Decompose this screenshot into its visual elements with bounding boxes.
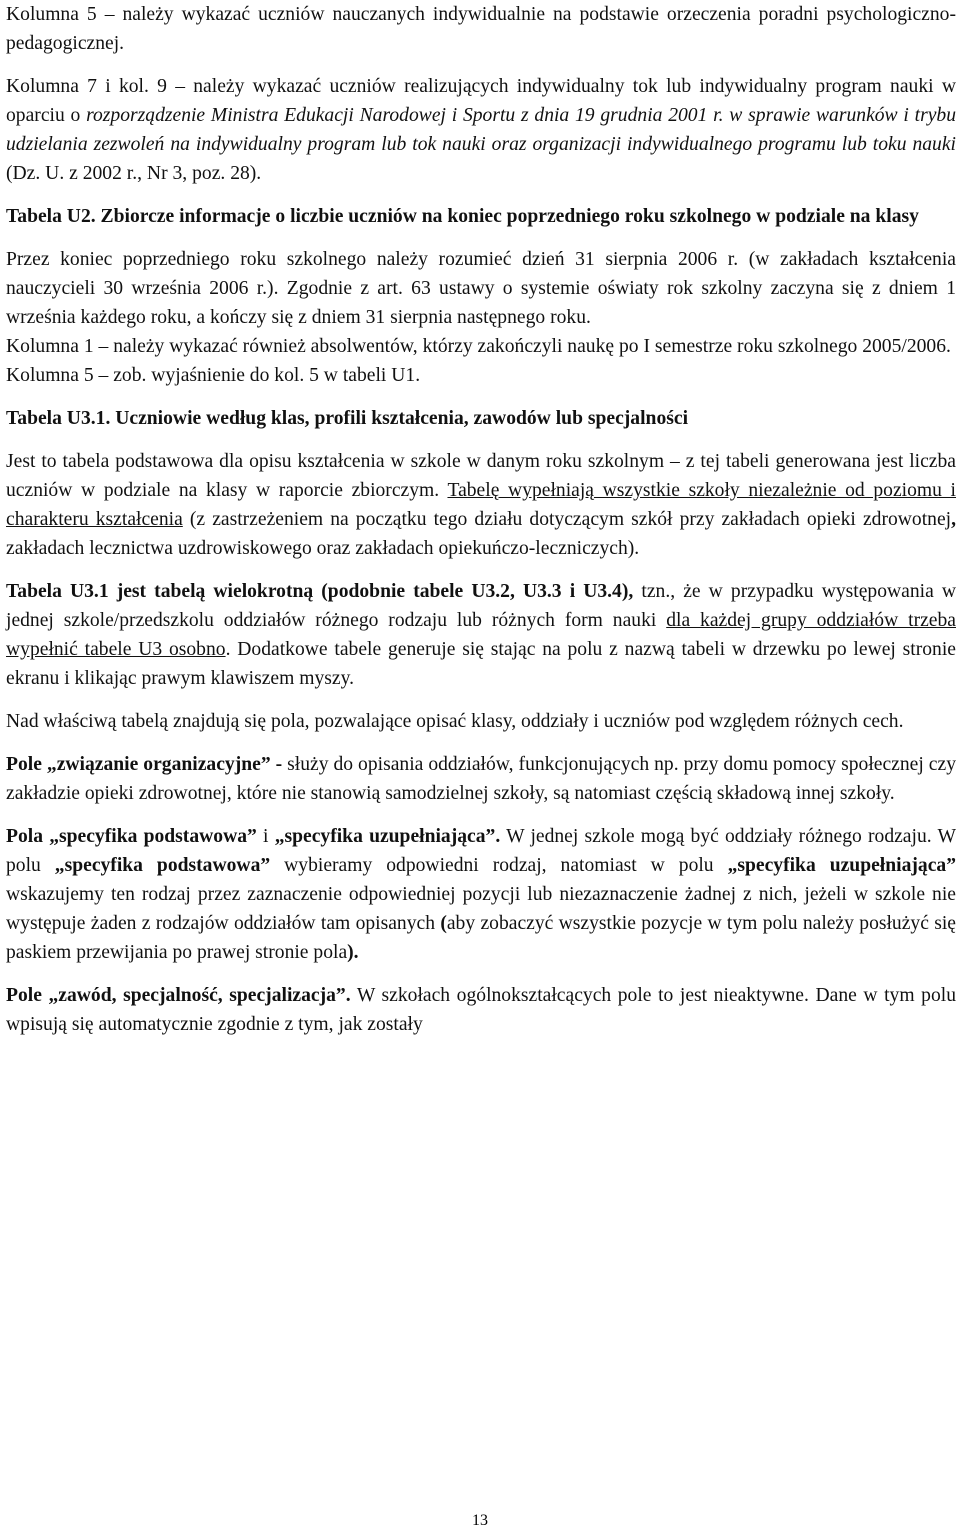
paragraph-tabela-wielokrotna: Tabela U3.1 jest tabelą wielokrotną (podobnie tabele U3.2, U3.3 i U3.4), tzn., że w przypadku występowania w jednej szkole/przedszkolu oddziałów różnego rodzaju lub różnych form nauki dla każdej grupy oddziałów trzeba wypełnić tabele U3 osobno. Dodatkowe tabele generuje się stając na polu z nazwą tabeli w drzewku po lewej stronie ekranu i klikając prawym klawiszem myszy.: [6, 581, 957, 689]
paragraph-kolumna-5: Kolumna 5 – należy wykazać uczniów nauczanych indywidualnie na podstawie orzeczenia poradni psychologiczno-pedagogicznej.: [6, 4, 956, 54]
paragraph-pola-opisu: Nad właściwą tabelą znajdują się pola, pozwalające opisać klasy, oddziały i uczniów pod względem różnych cech.: [6, 711, 904, 732]
page-number: 13: [472, 1512, 488, 1529]
heading-tabela-u3-1: Tabela U3.1. Uczniowie według klas, profili kształcenia, zawodów lub specjalności: [6, 408, 689, 429]
paragraph-tabela-podstawowa: Jest to tabela podstawowa dla opisu kształcenia w szkole w danym roku szkolnym – z tej tabeli generowana jest liczba uczniów w podziale na klasy w raporcie zbiorczym. Tabelę wypełniają wszystkie szkoły niezależnie od poziomu i charakteru kształcenia (z zastrzeżeniem na początku tego działu dotyczącym szkół przy zakładach opieki zdrowotnej, zakładach lecznictwa uzdrowiskowego oraz zakładach opiekuńczo-leczniczych).: [6, 451, 957, 559]
paragraph-kolumna-5-zob: Kolumna 5 – zob. wyjaśnienie do kol. 5 w tabeli U1.: [6, 365, 421, 386]
paragraph-specyfika: Pola „specyfika podstawowa” i „specyfika uzupełniająca”. W jednej szkole mogą być oddziały różnego rodzaju. W polu „specyfika podstawowa” wybieramy odpowiedni rodzaj, natomiast w polu „specyfika uzupełniająca” wskazujemy ten rodzaj przez zaznaczenie odpowiedniej pozycji lub niezaznaczenie żadnej z nich, jeżeli w szkole nie występuje żaden z rodzajów oddziałów tam opisanych (aby zobaczyć wszystkie pozycje w tym polu należy posłużyć się paskiem przewijania po prawej stronie pola).: [6, 826, 956, 963]
paragraph-zawod: Pole „zawód, specjalność, specjalizacja”. W szkołach ogólnokształcących pole to jest nieaktywne. Dane w tym polu wpisują się automatycznie zgodnie z tym, jak zostały: [6, 985, 957, 1035]
underlined-note: Tabelę wypełniają wszystkie szkoły niezależnie od poziomu i charakteru kształcenia: [6, 480, 957, 530]
heading-tabela-u2: Tabela U2. Zbiorcze informacje o liczbie uczniów na koniec poprzedniego roku szkolnego w podziale na klasy: [6, 206, 919, 227]
paragraph-zwiazanie-organizacyjne: Pole „związanie organizacyjne” - służy do opisania oddziałów, funkcjonujących np. przy domu pomocy społecznej czy zakładzie opieki zdrowotnej, które nie stanowią samodzielnej szkoły, są natomiast częścią składową innej szkoły.: [6, 754, 956, 804]
underlined-instruction: dla każdej grupy oddziałów trzeba wypełnić tabele U3 osobno: [6, 610, 956, 660]
paragraph-kolumna-7-9: Kolumna 7 i kol. 9 – należy wykazać uczniów realizujących indywidualny tok lub indywidualny program nauki w oparciu o rozporządzenie Ministra Edukacji Narodowej i Sportu z dnia 19 grudnia 2001 r. w sprawie warunków i trybu udzielania zezwoleń na indywidualny program lub tok nauki oraz organizacji indywidualnego programu lub toku nauki (Dz. U. z 2002 r., Nr 3, poz. 28).: [6, 76, 956, 184]
document-page: [6, 0, 956, 1039]
regulation-title: rozporządzenie Ministra Edukacji Narodowej i Sportu z dnia 19 grudnia 2001 r. w sprawie warunków i trybu udzielania zezwoleń na indywidualny program lub tok nauki oraz organizacji indywidualnego programu lub toku nauki: [6, 105, 956, 155]
paragraph-koniec-roku: Przez koniec poprzedniego roku szkolnego należy rozumieć dzień 31 sierpnia 2006 r. (w zakładach kształcenia nauczycieli 30 września 2006 r.). Zgodnie z art. 63 ustawy o systemie oświaty rok szkolny zaczyna się z dniem 1 września każdego roku, a kończy się z dniem 31 sierpnia następnego roku.: [6, 249, 956, 328]
paragraph-kolumna-1: Kolumna 1 – należy wykazać również absolwentów, którzy zakończyli naukę po I semestrze roku szkolnego 2005/2006.: [6, 336, 951, 357]
